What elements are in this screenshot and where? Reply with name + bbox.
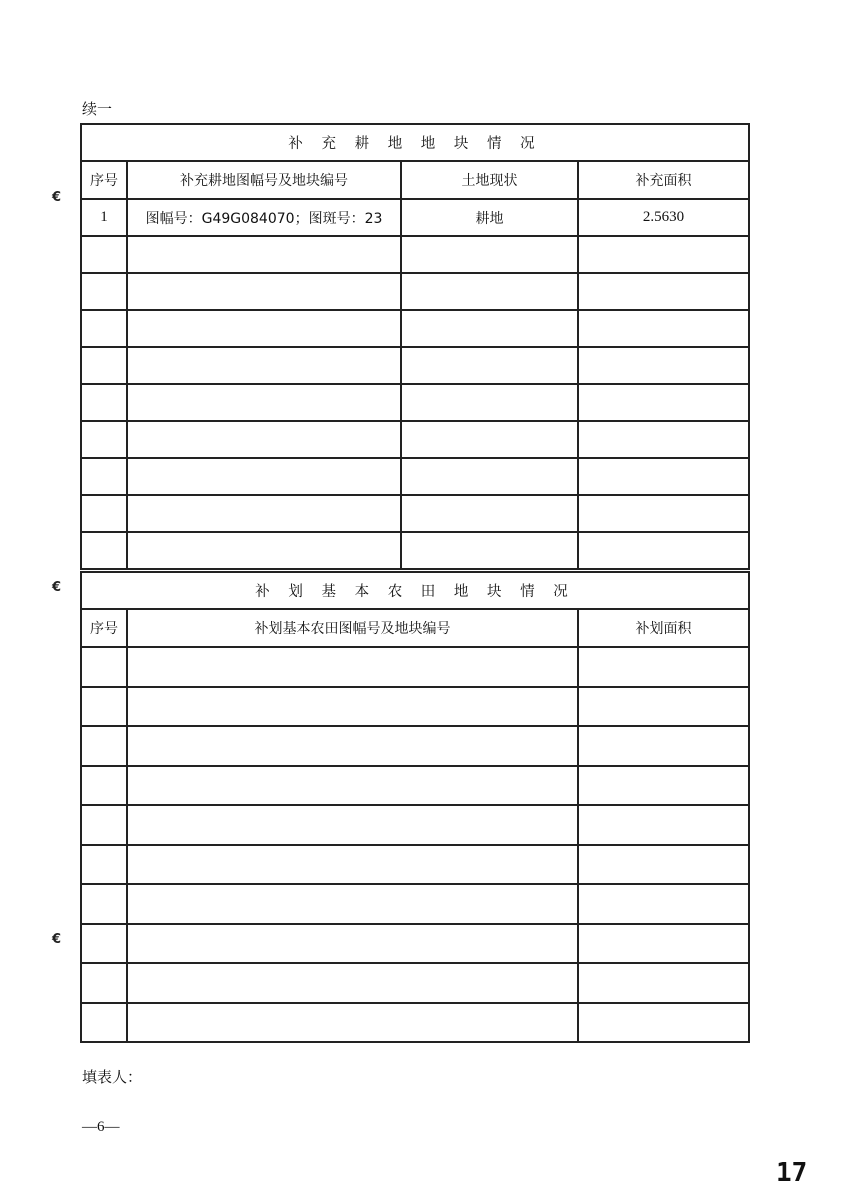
table-row xyxy=(81,347,749,384)
table-cell xyxy=(578,963,749,1003)
table-cell xyxy=(81,310,127,347)
table-cell xyxy=(127,726,578,766)
section2-title: 补 划 基 本 农 田 地 块 情 况 xyxy=(81,572,749,609)
col-header: 序号 xyxy=(81,161,127,199)
table-cell xyxy=(81,845,127,885)
table-cell xyxy=(578,924,749,964)
table-row xyxy=(81,884,749,924)
table-row xyxy=(81,924,749,964)
table-cell xyxy=(127,273,401,310)
section1-title: 补 充 耕 地 地 块 情 况 xyxy=(81,124,749,161)
table-row xyxy=(81,1003,749,1043)
table-cell: 2.5630 xyxy=(578,199,749,236)
table-row xyxy=(81,236,749,273)
table-cell xyxy=(127,884,578,924)
table-cell xyxy=(127,532,401,569)
table-row xyxy=(81,845,749,885)
section2-header-row xyxy=(81,609,749,647)
table-cell xyxy=(127,647,578,687)
table-cell xyxy=(578,347,749,384)
table-cell xyxy=(127,766,578,806)
col-header: 补划基本农田图幅号及地块编号 xyxy=(127,609,578,647)
table-cell xyxy=(578,532,749,569)
table-cell xyxy=(578,1003,749,1043)
table-cell xyxy=(81,347,127,384)
table-cell xyxy=(81,384,127,421)
table-cell xyxy=(81,421,127,458)
table-cell xyxy=(578,421,749,458)
table-row xyxy=(81,532,749,569)
table-cell xyxy=(578,384,749,421)
table-row xyxy=(81,384,749,421)
binding-hole-mark: € xyxy=(52,932,62,947)
table-cell xyxy=(127,924,578,964)
filler-label: 填表人： xyxy=(82,1068,143,1086)
table-cell xyxy=(127,236,401,273)
table-row xyxy=(81,495,749,532)
table-cell xyxy=(401,273,578,310)
table-cell xyxy=(578,495,749,532)
table-row xyxy=(81,805,749,845)
table-cell xyxy=(81,805,127,845)
table-cell xyxy=(578,458,749,495)
table-cell xyxy=(401,495,578,532)
table-cell: 耕地 xyxy=(401,199,578,236)
table-cell xyxy=(127,310,401,347)
table-cell xyxy=(578,726,749,766)
table-cell xyxy=(578,884,749,924)
table-cell xyxy=(81,236,127,273)
table-row xyxy=(81,687,749,727)
col-header: 序号 xyxy=(81,609,127,647)
col-header: 补充耕地图幅号及地块编号 xyxy=(127,161,401,199)
table-cell xyxy=(127,347,401,384)
table-cell xyxy=(81,532,127,569)
table-cell xyxy=(401,236,578,273)
table-cell xyxy=(401,421,578,458)
table-cell xyxy=(81,687,127,727)
col-header: 补充面积 xyxy=(578,161,749,199)
table-cell xyxy=(578,236,749,273)
table-row xyxy=(81,766,749,806)
page-number: —6— xyxy=(82,1119,120,1135)
col-header: 土地现状 xyxy=(401,161,578,199)
table-cell xyxy=(81,458,127,495)
table-cell xyxy=(127,421,401,458)
table-cell xyxy=(81,766,127,806)
table-row xyxy=(81,963,749,1003)
table-cell xyxy=(578,845,749,885)
table-cell xyxy=(81,273,127,310)
table-cell xyxy=(401,532,578,569)
binding-hole-mark: € xyxy=(52,580,62,595)
table-cell xyxy=(127,495,401,532)
table-cell xyxy=(81,1003,127,1043)
table-row xyxy=(81,647,749,687)
table-cell xyxy=(578,766,749,806)
table-cell xyxy=(578,687,749,727)
table-cell xyxy=(127,384,401,421)
table-row xyxy=(81,273,749,310)
col-header: 补划面积 xyxy=(578,609,749,647)
table-cell xyxy=(81,495,127,532)
table-cell xyxy=(401,347,578,384)
table-cell xyxy=(127,963,578,1003)
table-row xyxy=(81,421,749,458)
table-cell xyxy=(127,805,578,845)
table-cell xyxy=(127,687,578,727)
table-cell xyxy=(81,884,127,924)
continuation-label: 续一 xyxy=(82,100,113,118)
table-cell xyxy=(81,924,127,964)
basic-farmland-table xyxy=(80,571,750,1043)
table-row xyxy=(81,726,749,766)
table-cell xyxy=(81,726,127,766)
table-cell xyxy=(578,647,749,687)
table-cell: 1 xyxy=(81,199,127,236)
table-cell xyxy=(81,963,127,1003)
binding-hole-mark: € xyxy=(52,190,62,205)
section1-header-row xyxy=(81,161,749,199)
table-cell xyxy=(401,310,578,347)
table-cell xyxy=(578,273,749,310)
table-cell: 图幅号：G49G084070；图斑号：23 xyxy=(127,199,401,236)
table-row xyxy=(81,458,749,495)
table-cell xyxy=(81,647,127,687)
table-cell xyxy=(401,384,578,421)
table-cell xyxy=(578,805,749,845)
stamp-number: 17 xyxy=(776,1158,808,1188)
table-row xyxy=(81,199,749,236)
table-cell xyxy=(127,1003,578,1043)
table-cell xyxy=(127,458,401,495)
supplementary-farmland-table xyxy=(80,123,750,570)
table-cell xyxy=(578,310,749,347)
table-cell xyxy=(127,845,578,885)
table-row xyxy=(81,310,749,347)
table-cell xyxy=(401,458,578,495)
